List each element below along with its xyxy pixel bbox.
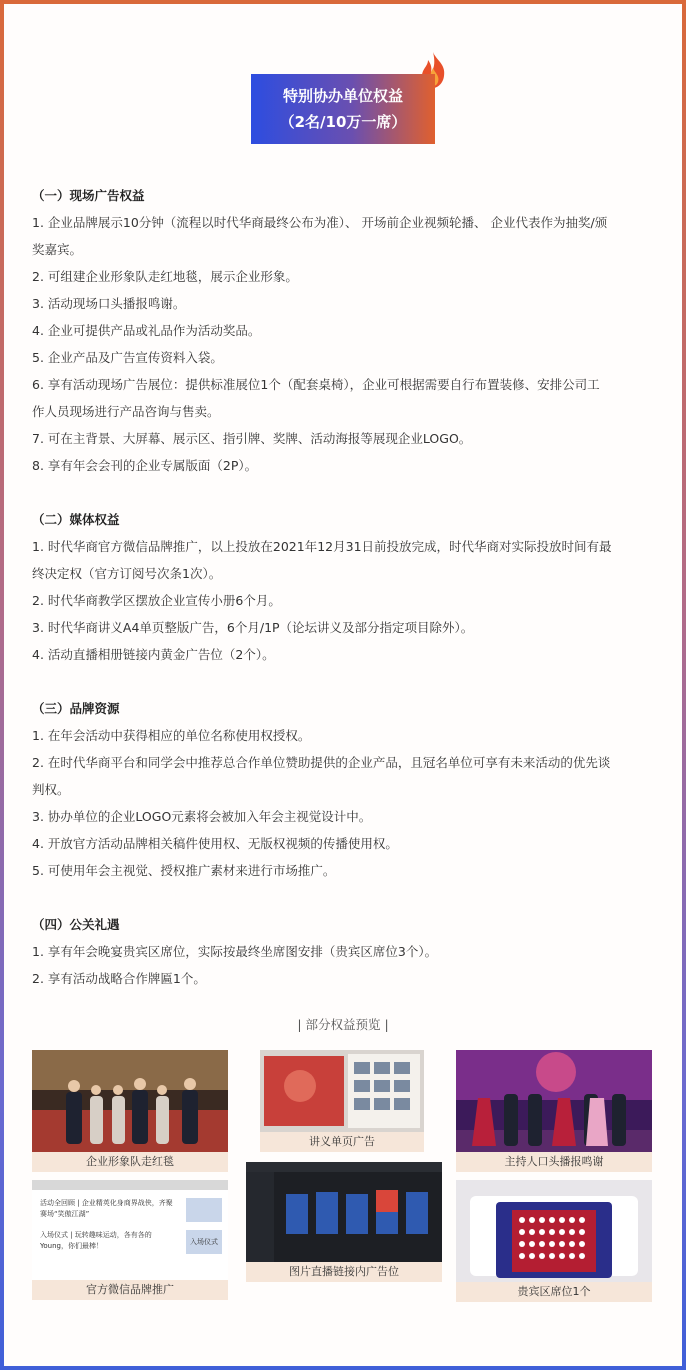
wechat-screenshot [32, 1180, 228, 1280]
article-thumb [186, 1198, 222, 1222]
list-item: 6. 享有活动现场广告展位：提供标准展位1个（配套桌椅），企业可根据需要自行布置装修、安排公司工 [32, 377, 600, 392]
list-item: 判权。 [32, 782, 70, 797]
red-carpet-photo [32, 1050, 228, 1152]
title-line-2: （2名/10万一席） [279, 113, 407, 131]
list-item: 终决定权（官方订阅号次条1次）。 [32, 566, 222, 581]
section-title: （二）媒体权益 [32, 512, 120, 527]
card-caption: 贵宾区席位1个 [456, 1282, 652, 1302]
card-caption: 讲义单页广告 [260, 1132, 424, 1152]
list-item: 3. 协办单位的企业LOGO元素将会被加入年会主视觉设计中。 [32, 809, 372, 824]
list-item: 1. 享有年会晚宴贵宾区席位，实际按最终坐席图安排（贵宾区席位3个）。 [32, 944, 438, 959]
list-item: 1. 企业品牌展示10分钟（流程以时代华商最终公布为准）、 开场前企业视频轮播、 企业代表作为抽奖/颁 [32, 215, 608, 230]
section-title: （四）公关礼遇 [32, 917, 120, 932]
section-title: （一）现场广告权益 [32, 188, 145, 203]
list-item: 作人员现场进行产品咨询与售卖。 [32, 404, 220, 419]
list-item: 3. 活动现场口头播报鸣谢。 [32, 296, 186, 311]
title-banner [251, 74, 435, 144]
list-item: 2. 在时代华商平台和同学会中推荐总合作单位赞助提供的企业产品，且冠名单位可享有未来活动的优先谈 [32, 755, 611, 770]
handout-photo [260, 1050, 424, 1132]
list-item: 4. 开放官方活动品牌相关稿件使用权、无版权视频的传播使用权。 [32, 836, 398, 851]
list-item: 3. 时代华商讲义A4单页整版广告，6个月/1P（论坛讲义及部分指定项目除外）。 [32, 620, 474, 635]
vip-seat-photo [456, 1180, 652, 1282]
list-item: 奖嘉宾。 [32, 242, 83, 257]
article-thumb-label: 入场仪式 [186, 1230, 222, 1254]
card-caption: 主持人口头播报鸣谢 [456, 1152, 652, 1172]
article-snippet: 活动全回顾 | 企业精英化身商界战侠，齐聚赛场“笑傲江湖” [40, 1199, 173, 1218]
preview-card-red-carpet [32, 1050, 228, 1172]
section-title: （三）品牌资源 [32, 701, 120, 716]
list-item: 4. 企业可提供产品或礼品作为活动奖品。 [32, 323, 261, 338]
title-line-1: 特别协办单位权益 [282, 87, 403, 105]
preview-card-live-album [246, 1162, 442, 1282]
preview-card-wechat [32, 1180, 228, 1300]
list-item: 2. 享有活动战略合作牌匾1个。 [32, 971, 206, 986]
list-item: 7. 可在主背景、大屏幕、展示区、指引牌、奖牌、活动海报等展现企业LOGO。 [32, 431, 472, 446]
list-item: 1. 时代华商官方微信品牌推广，以上投放在2021年12月31日前投放完成，时代华商对实际投放时间有最 [32, 539, 612, 554]
card-caption: 官方微信品牌推广 [32, 1280, 228, 1300]
page-body [4, 4, 682, 1366]
list-item: 2. 时代华商教学区摆放企业宣传小册6个月。 [32, 593, 281, 608]
preview-card-vip-seat [456, 1180, 652, 1302]
article-snippet: 入场仪式 | 玩转趣味运动，各有各的Young，你们最棒！ [40, 1231, 152, 1250]
host-stage-photo [456, 1050, 652, 1152]
preview-card-host [456, 1050, 652, 1172]
benefits-content [32, 182, 662, 992]
list-item: 2. 可组建企业形象队走红地毯，展示企业形象。 [32, 269, 298, 284]
list-item: 1. 在年会活动中获得相应的单位名称使用权授权。 [32, 728, 311, 743]
list-item: 5. 可使用年会主视觉、授权推广素材来进行市场推广。 [32, 863, 336, 878]
preview-title: | 部分权益预览 | [297, 1017, 389, 1032]
list-item: 8. 享有年会会刊的企业专属版面（2P）。 [32, 458, 258, 473]
live-album-screenshot [246, 1162, 442, 1262]
card-caption: 企业形象队走红毯 [32, 1152, 228, 1172]
card-caption: 图片直播链接内广告位 [246, 1262, 442, 1282]
list-item: 5. 企业产品及广告宣传资料入袋。 [32, 350, 223, 365]
list-item: 4. 活动直播相册链接内黄金广告位（2个）。 [32, 647, 275, 662]
preview-card-handout [260, 1050, 424, 1152]
